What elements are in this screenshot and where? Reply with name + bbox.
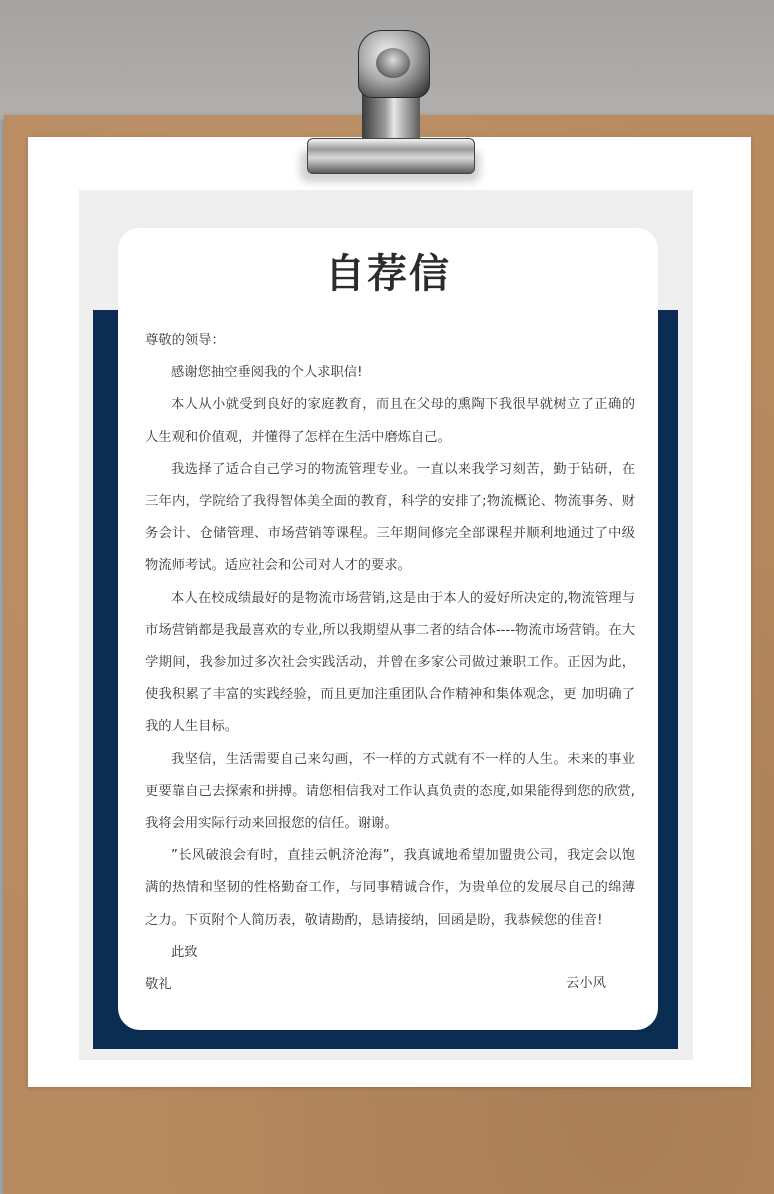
page-title: 自荐信	[325, 251, 451, 297]
paragraph-4: 本人在校成绩最好的是物流市场营销,这是由于本人的爱好所决定的,物流管理与市场营销都是我最喜欢的专业,所以我期望从事二者的结合体----物流市场营销。在大学期间，我参加过多次社会实践活动，并曾在多家公司做过兼职工作。正因为此，使我积累了丰富的实践经验，而且更加注重团队合作精神和集体观念，更 加明确了我的人生目标。	[145, 590, 635, 735]
paragraph-3: 我选择了适合自己学习的物流管理专业。一直以来我学习刻苦，勤于钻研，在三年内，学院给了我得智体美全面的教育，科学的安排了;物流概论、物流事务、财务会计、仓储管理、市场营销等课程。三年期间修完全部课程并顺利地通过了中级物流师考试。适应社会和公司对人才的要求。	[145, 461, 635, 574]
paragraph-6: ”长风破浪会有时，直挂云帆济沧海”，我真诚地希望加盟贵公司，我定会以饱满的热情和坚韧的性格勤奋工作，与同事精诚合作，为贵单位的发展尽自己的绵薄之力。下页附个人简历表，敬请勘酌，恳请接纳，回函是盼，我恭候您的佳音!	[145, 848, 635, 928]
clip-hole	[376, 48, 410, 78]
paragraph-5: 我坚信，生活需要自己来勾画，不一样的方式就有不一样的人生。未来的事业更要靠自己去探索和拼搏。请您相信我对工作认真负责的态度,如果能得到您的欣赏,我将会用实际行动来回报您的信任。谢谢。	[145, 751, 635, 832]
letter-body	[145, 325, 635, 1001]
signature: 云小风	[566, 976, 606, 991]
binder-clip-icon	[307, 138, 475, 174]
paragraph-1: 感谢您抽空垂阅我的个人求职信!	[171, 365, 363, 381]
regards: 敬礼	[145, 977, 172, 993]
closing-line: 此致	[171, 944, 198, 960]
salutation: 尊敬的领导：	[145, 333, 225, 348]
paragraph-2: 本人从小就受到良好的家庭教育，而且在父母的熏陶下我很早就树立了正确的人生观和价值观，并懂得了怎样在生活中磨炼自己。	[145, 397, 635, 445]
